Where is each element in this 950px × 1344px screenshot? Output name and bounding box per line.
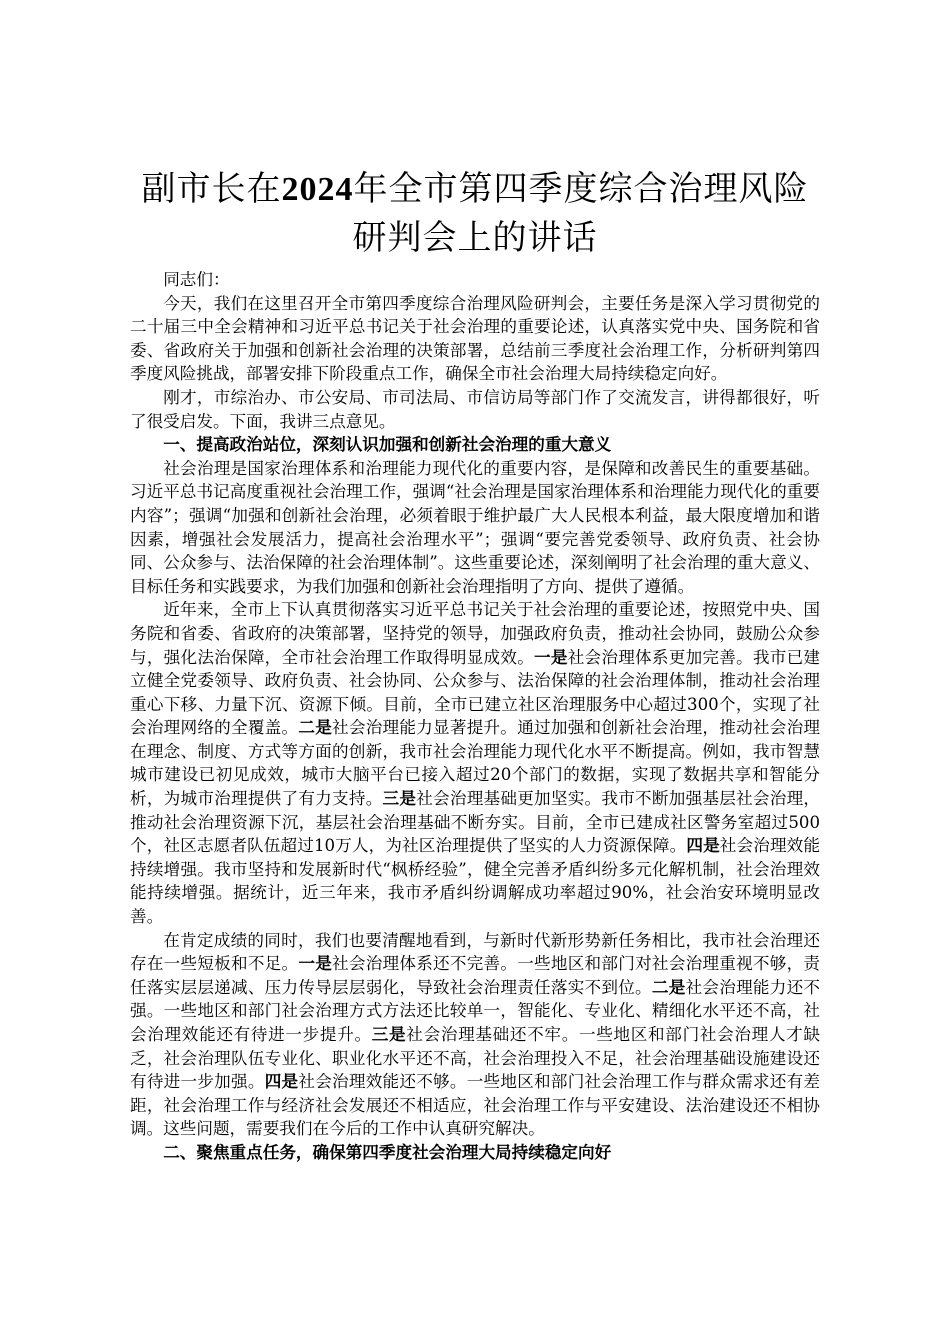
- achievements-point-3: 社会治理基础更加坚实。我市不断加强基层社会治理，推动社会治理资源下沉，基层社会治理基础不断夯实。目前，全市已建成社区警务室超过500个，社区志愿者队伍超过10万人，为社区治理提供了坚实的人力资源保障。: [130, 789, 821, 856]
- shortcomings-point-4: 社会治理效能还不够。一些地区和部门社会治理工作与群众需求还有差距，社会治理工作与经济社会发展还不相适应，社会治理工作与平安建设、法治建设还不相协调。这些问题，需要我们在今后的工作中认真研究解决。: [130, 1072, 821, 1139]
- achievements-point-4-label: 四是: [686, 835, 720, 856]
- paragraph-intro: 今天，我们在这里召开全市第四季度综合治理风险研判会，主要任务是深入学习贯彻党的二十届三中全会精神和习近平总书记关于社会治理的重要论述，认真落实党中央、国务院和省委、省政府关于加强和创新社会治理的决策部署，总结前三季度社会治理工作，分析研判第四季度风险挑战，部署安排下阶段重点工作，确保全市社会治理大局持续稳定向好。: [130, 293, 820, 384]
- shortcomings-point-1: 社会治理体系还不完善。一些地区和部门对社会治理重视不够，责任落实层层递减、压力传导层层弱化，导致社会治理责任落实不到位。: [130, 954, 821, 997]
- shortcomings-point-2-label: 二是: [651, 976, 686, 997]
- achievements-point-2-label: 二是: [298, 717, 333, 738]
- salutation: 同志们：: [163, 270, 230, 289]
- achievements-point-4: 社会治理效能持续增强。我市坚持和发展新时代“枫桥经验”，健全完善矛盾纠纷多元化解机制，社会治理效能持续增强。据统计，近三年来，我市矛盾纠纷调解成功率超过90%，社会治安环境明显改善。: [130, 836, 821, 927]
- paragraph-significance: 社会治理是国家治理体系和治理能力现代化的重要内容，是保障和改善民生的重要基础。习近平总书记高度重视社会治理工作，强调“社会治理是国家治理体系和治理能力现代化的重要内容”；强调“加强和创新社会治理，必须着眼于维护最广大人民根本利益，最大限度增加和谐因素，增强社会发展活力，提高社会治理水平”；强调“要完善党委领导、政府负责、社会协同、公众参与、法治保障的社会治理体制”。这些重要论述，深刻阐明了社会治理的重大意义、目标任务和实践要求，为我们加强和创新社会治理指明了方向、提供了遵循。: [130, 458, 820, 596]
- shortcomings-point-3-label: 三是: [371, 1024, 407, 1044]
- section-heading-1: 一、提高政治站位，深刻认识加强和创新社会治理的重大意义: [163, 434, 612, 455]
- achievements-point-1-label: 一是: [534, 646, 568, 667]
- achievements-point-1: 社会治理体系更加完善。我市已建立健全党委领导、政府负责、社会协同、公众参与、法治保障的社会治理体制，推动社会治理重心下移、力量下沉、资源下倾。目前，全市已建立社区治理服务中心超过300个，实现了社会治理网络的全覆盖。: [130, 647, 821, 738]
- shortcomings-point-3: 社会治理基础还不牢。一些地区和部门社会治理人才缺乏，社会治理队伍专业化、职业化水平还不高，社会治理投入不足，社会治理基础设施建设还有待进一步加强。: [130, 1025, 821, 1092]
- title-year: 2024: [281, 171, 354, 208]
- document-title: [130, 165, 820, 262]
- paragraph-achievements: [130, 598, 820, 928]
- paragraph-shortcomings: [130, 929, 820, 1141]
- achievements-lead: 近年来，全市上下认真贯彻落实习近平总书记关于社会治理的重要论述，按照党中央、国务院和省委、省政府的决策部署，坚持党的领导，加强政府负责，推动社会协同，鼓励公众参与，强化法治保障，全市社会治理工作取得明显成效。: [130, 600, 820, 667]
- shortcomings-point-4-label: 四是: [264, 1071, 299, 1092]
- shortcomings-point-2: 社会治理能力还不强。一些地区和部门社会治理方式方法还比较单一，智能化、专业化、精细化水平还不高，社会治理效能还有待进一步提升。: [130, 977, 821, 1044]
- title-line1-post: 年全市第四季度综合治理风险: [353, 169, 809, 209]
- shortcomings-lead: 在肯定成绩的同时，我们也要清醒地看到，与新时代新形势新任务相比，我市社会治理还存在一些短板和不足。: [130, 930, 820, 974]
- title-line1-pre: 副市长在: [141, 169, 282, 209]
- section-heading-2: 二、聚焦重点任务，确保第四季度社会治理大局持续稳定向好: [163, 1141, 612, 1162]
- achievements-point-3-label: 三是: [382, 788, 417, 809]
- shortcomings-point-1-label: 一是: [298, 953, 333, 974]
- achievements-point-2: 社会治理能力显著提升。通过加强和创新社会治理，推动社会治理在理念、制度、方式等方面的创新，我市社会治理能力现代化水平不断提高。例如，我市智慧城市建设已初见成效，城市大脑平台已接入超过20个部门的数据，实现了数据共享和智能分析，为城市治理提供了有力支持。: [130, 718, 821, 809]
- document-page: [130, 165, 820, 1165]
- title-line2: 研判会上的讲话: [352, 218, 598, 258]
- paragraph-speeches: 刚才，市综治办、市公安局、市司法局、市信访局等部门作了交流发言，讲得都很好，听了很受启发。下面，我讲三点意见。: [130, 387, 820, 431]
